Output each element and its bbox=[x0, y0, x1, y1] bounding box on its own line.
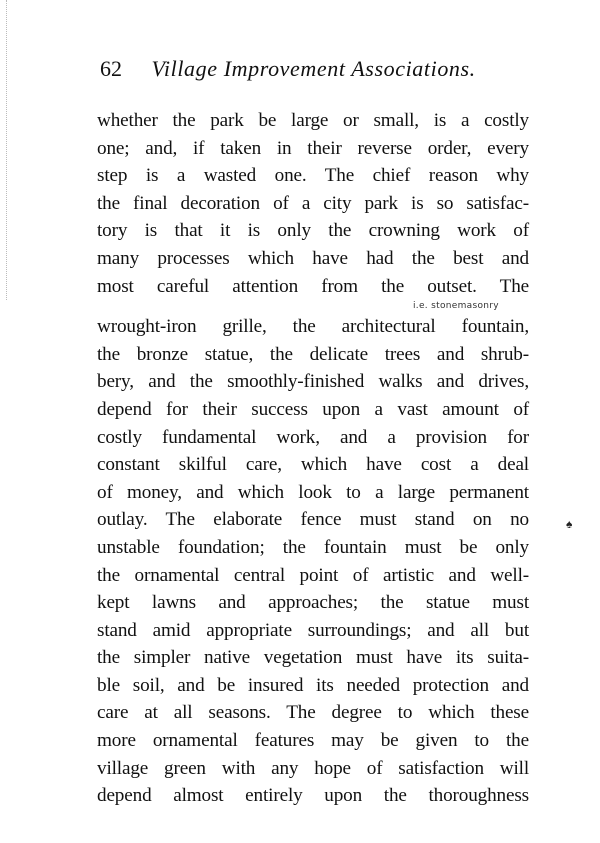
text-line: more ornamental features may be given to the bbox=[97, 730, 529, 752]
text-line: care at all seasons. The degree to which these bbox=[97, 702, 529, 724]
running-title: Village Improvement Associations. bbox=[151, 56, 476, 81]
text-line: whether the park be large or small, is a costly bbox=[97, 110, 529, 131]
margin-mark: ♠ bbox=[566, 517, 573, 531]
text-line: costly fundamental work, and a provision for bbox=[97, 426, 529, 448]
text-line: the bronze statue, the delicate trees and shrub- bbox=[97, 343, 529, 365]
text-line: most careful attention from the outset. The bbox=[97, 275, 529, 297]
handwritten-annotation: i.e. stonemasonry bbox=[413, 301, 499, 312]
text-line: many processes which have had the best and bbox=[97, 247, 529, 269]
text-line: bery, and the smoothly-finished walks and drives, bbox=[97, 371, 529, 393]
text-line: outlay. The elaborate fence must stand on no bbox=[97, 509, 529, 531]
page-edge bbox=[6, 0, 8, 300]
text-line: ble soil, and be insured its needed protection and bbox=[97, 674, 529, 696]
page-number: 62 bbox=[100, 56, 122, 81]
text-line: one; and, if taken in their reverse order, every bbox=[97, 137, 529, 159]
text-line: unstable foundation; the fountain must be only bbox=[97, 536, 529, 558]
text-line: depend for their success upon a vast amount of bbox=[97, 398, 529, 420]
text-line: kept lawns and approaches; the statue must bbox=[97, 592, 529, 614]
text-line: tory is that it is only the crowning work of bbox=[97, 220, 529, 242]
text-line: of money, and which look to a large permanent bbox=[97, 481, 529, 503]
text-line: the final decoration of a city park is so satisfac- bbox=[97, 192, 529, 214]
text-line: step is a wasted one. The chief reason why bbox=[97, 165, 529, 187]
text-line: constant skilful care, which have cost a deal bbox=[97, 454, 529, 476]
body-text bbox=[97, 107, 529, 810]
text-line: depend almost entirely upon the thoroughness bbox=[97, 785, 529, 807]
text-line: village green with any hope of satisfaction will bbox=[97, 757, 529, 779]
text-line: stand amid appropriate surroundings; and all but bbox=[97, 619, 529, 641]
text-line: the ornamental central point of artistic and well- bbox=[97, 564, 529, 586]
running-header bbox=[100, 56, 480, 82]
text-line: the simpler native vegetation must have its suita- bbox=[97, 647, 529, 669]
text-line: wrought-iron grille, the architectural fountain, bbox=[97, 316, 529, 338]
